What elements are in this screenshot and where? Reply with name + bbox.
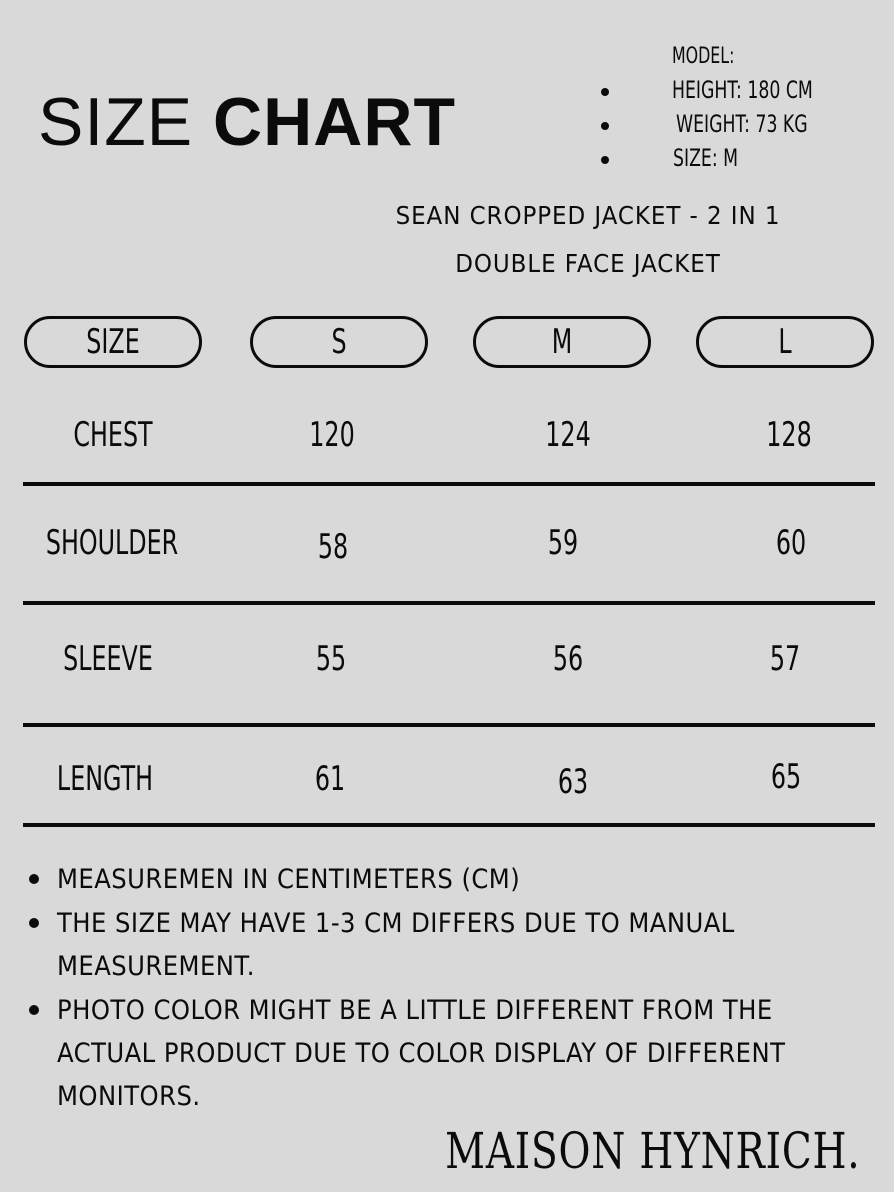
title-light: SIZE [38, 84, 194, 160]
column-header-s [250, 316, 428, 368]
title-bold: CHART [213, 84, 457, 160]
row-divider [23, 823, 875, 827]
model-weight: WEIGHT: 73 KG [676, 110, 808, 138]
row-label-shoulder: SHOULDER [45, 523, 179, 563]
cell-chest-l: 128 [766, 415, 812, 455]
column-header-label: M [551, 322, 573, 362]
row-label-sleeve: SLEEVE [63, 639, 153, 679]
column-header-l [696, 316, 874, 368]
bullet-icon [29, 1005, 39, 1015]
model-size: SIZE: M [673, 144, 739, 172]
cell-length-m: 63 [557, 762, 589, 802]
cell-sleeve-m: 56 [552, 639, 584, 679]
column-header-m [473, 316, 651, 368]
cell-length-s: 61 [314, 759, 346, 799]
column-header-label: L [778, 322, 792, 362]
cell-chest-s: 120 [309, 415, 355, 455]
cell-shoulder-m: 59 [547, 523, 579, 563]
bullet-icon [29, 918, 39, 928]
cell-sleeve-l: 57 [769, 639, 801, 679]
row-divider [23, 601, 875, 605]
row-divider [23, 723, 875, 727]
note-item [24, 902, 874, 988]
model-info-item [596, 142, 856, 176]
bullet-icon [601, 88, 609, 96]
note-text: THE SIZE MAY HAVE 1-3 CM DIFFERS DUE TO MANUAL MEASUREMENT. [57, 908, 735, 982]
model-heading: MODEL: [671, 44, 735, 69]
model-info-item [596, 108, 856, 142]
row-divider [23, 482, 875, 486]
brand-logo-text: MAISON HYNRICH. [444, 1122, 860, 1180]
cell-shoulder-l: 60 [775, 523, 807, 563]
page-title [38, 84, 457, 160]
column-header-label: SIZE [86, 322, 140, 362]
bullet-icon [29, 874, 39, 884]
bullet-icon [601, 122, 609, 130]
note-text: MEASUREMEN IN CENTIMETERS (CM) [57, 864, 521, 895]
product-name-line2: DOUBLE FACE JACKET [455, 249, 721, 278]
column-header-label: S [331, 322, 347, 362]
model-info-list [596, 74, 856, 176]
cell-chest-m: 124 [545, 415, 591, 455]
bullet-icon [601, 156, 609, 164]
notes-list [24, 858, 874, 1119]
column-header-size [24, 316, 202, 368]
model-info-item [596, 74, 856, 108]
cell-shoulder-s: 58 [317, 527, 349, 567]
note-text: PHOTO COLOR MIGHT BE A LITTLE DIFFERENT FROM THE ACTUAL PRODUCT DUE TO COLOR DISPLAY OF DIFFERENT MONITORS. [57, 995, 786, 1112]
cell-length-l: 65 [770, 757, 802, 797]
product-name-line1: SEAN CROPPED JACKET - 2 IN 1 [395, 201, 781, 230]
row-label-chest: CHEST [73, 415, 153, 455]
note-item [24, 989, 874, 1118]
note-item [24, 858, 874, 901]
row-label-length: LENGTH [56, 759, 154, 799]
model-height: HEIGHT: 180 CM [672, 76, 813, 104]
cell-sleeve-s: 55 [315, 639, 347, 679]
